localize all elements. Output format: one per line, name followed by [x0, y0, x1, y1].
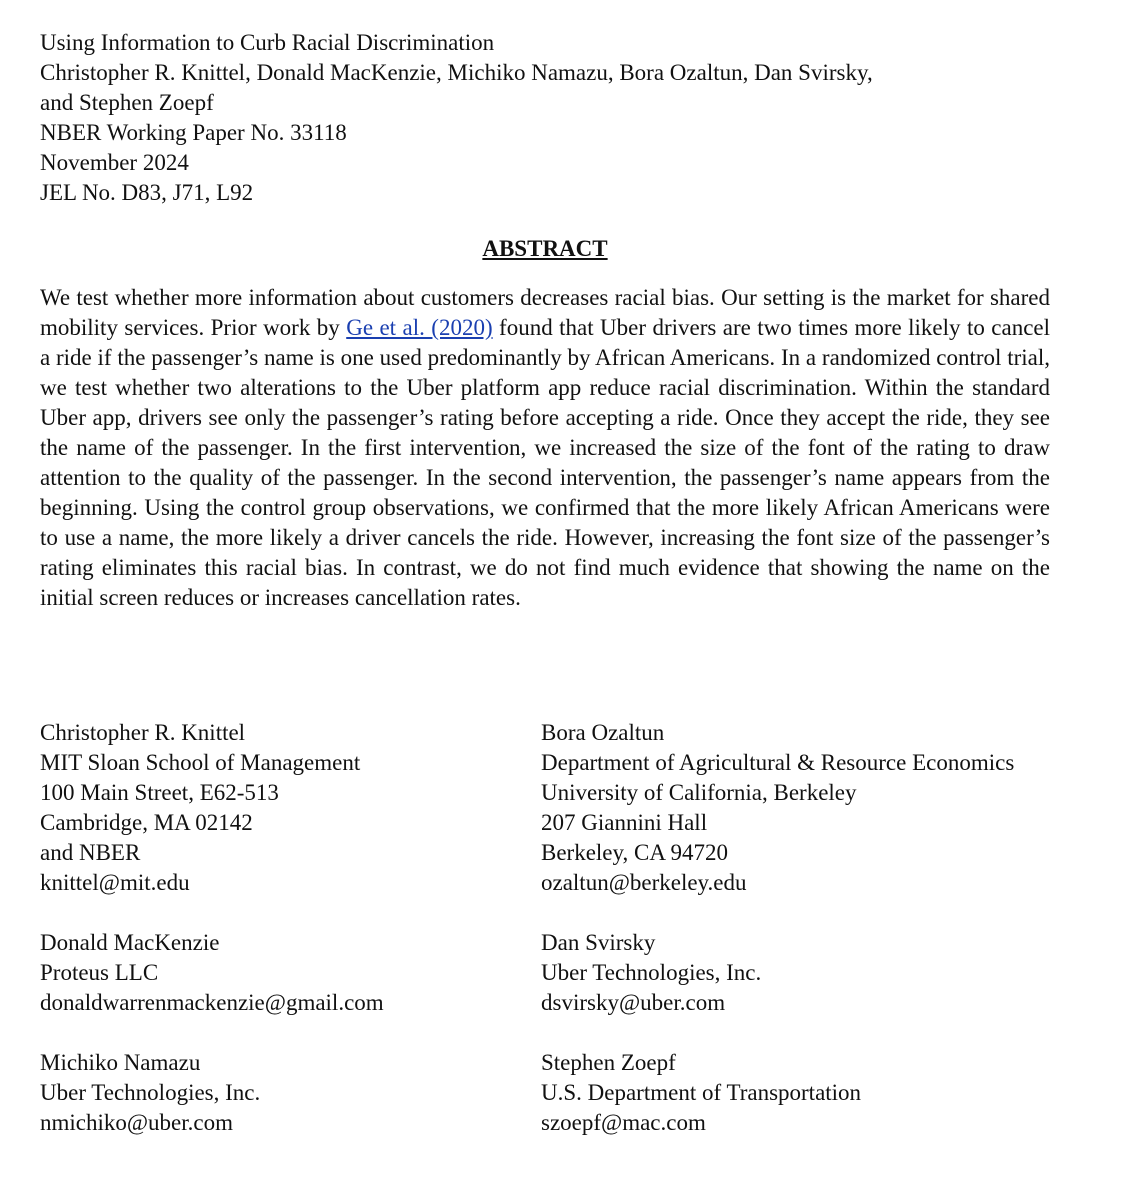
paper-header: [40, 28, 1050, 208]
author-block: [40, 928, 520, 1018]
author-affiliation-line: Department of Agricultural & Resource Economics: [541, 750, 1015, 775]
author-name: Bora Ozaltun: [541, 720, 665, 745]
author-block: [541, 718, 1101, 898]
author-column-right: [541, 718, 1101, 1168]
abstract-text-part-2: found that Uber drivers are two times more likely to cancel a ride if the passenger’s name is one used predominantly by African Americans. In a randomized control trial, we test whether two alterations to the Uber platform app reduce racial discrimination. Within the standard Uber app, drivers see only the passenger’s rating before accepting a ride. Once they accept the ride, they see the name of the passenger. In the first intervention, we increased the size of the font of the rating to draw attention to the quality of the passenger. In the second intervention, the passenger’s name appears from the beginning. Using the control group observations, we confirmed that the more likely African Americans were to use a name, the more likely a driver cancels the ride. However, increasing the font size of the passenger’s rating eliminates this racial bias. In contrast, we do not find much evidence that showing the name on the initial screen reduces or increases cancellation rates.: [40, 315, 1051, 610]
paper-page: [40, 28, 1051, 1135]
author-affiliation-line: 207 Giannini Hall: [541, 810, 708, 835]
author-affiliation-line: Uber Technologies, Inc.: [40, 1080, 261, 1105]
author-name: Donald MacKenzie: [40, 930, 220, 955]
publication-date: November 2024: [40, 150, 189, 175]
author-email[interactable]: ozaltun@berkeley.edu: [541, 870, 747, 895]
author-affiliation-line: Cambridge, MA 02142: [40, 810, 253, 835]
working-paper-number: NBER Working Paper No. 33118: [40, 120, 347, 145]
citation-link-ge-2020[interactable]: Ge et al. (2020): [346, 315, 493, 340]
author-affiliation-line: 100 Main Street, E62-513: [40, 780, 279, 805]
author-affiliation-line: Berkeley, CA 94720: [541, 840, 728, 865]
author-block: [541, 928, 1101, 1018]
abstract-text: [40, 283, 1050, 613]
author-block: [40, 718, 520, 898]
author-name: Christopher R. Knittel: [40, 720, 246, 745]
author-email[interactable]: szoepf@mac.com: [541, 1110, 706, 1135]
author-affiliation-line: Uber Technologies, Inc.: [541, 960, 762, 985]
author-affiliation-line: and NBER: [40, 840, 141, 865]
abstract-heading: ABSTRACT: [482, 236, 608, 261]
author-name: Stephen Zoepf: [541, 1050, 676, 1075]
author-affiliation-line: U.S. Department of Transportation: [541, 1080, 862, 1105]
author-name: Michiko Namazu: [40, 1050, 201, 1075]
author-affiliation-line: Proteus LLC: [40, 960, 159, 985]
author-email[interactable]: donaldwarrenmackenzie@gmail.com: [40, 990, 384, 1015]
author-email[interactable]: nmichiko@uber.com: [40, 1110, 234, 1135]
author-column-left: [40, 718, 520, 1168]
author-list-line-2: and Stephen Zoepf: [40, 90, 214, 115]
author-list-line-1: Christopher R. Knittel, Donald MacKenzie, Michiko Namazu, Bora Ozaltun, Dan Svirsky,: [40, 60, 873, 85]
author-block: [541, 1048, 1101, 1138]
paper-title: Using Information to Curb Racial Discrimination: [40, 30, 495, 55]
author-block: [40, 1048, 520, 1138]
author-affiliation-line: University of California, Berkeley: [541, 780, 857, 805]
author-email[interactable]: knittel@mit.edu: [40, 870, 190, 895]
abstract-text-part-1: We test whether more information about customers decreases racial bias. Our setting is the market for shared mobility services. Prior work by: [40, 285, 1050, 340]
jel-codes: JEL No. D83, J71, L92: [40, 180, 254, 205]
author-name: Dan Svirsky: [541, 930, 656, 955]
author-email[interactable]: dsvirsky@uber.com: [541, 990, 726, 1015]
author-affiliation-line: MIT Sloan School of Management: [40, 750, 361, 775]
